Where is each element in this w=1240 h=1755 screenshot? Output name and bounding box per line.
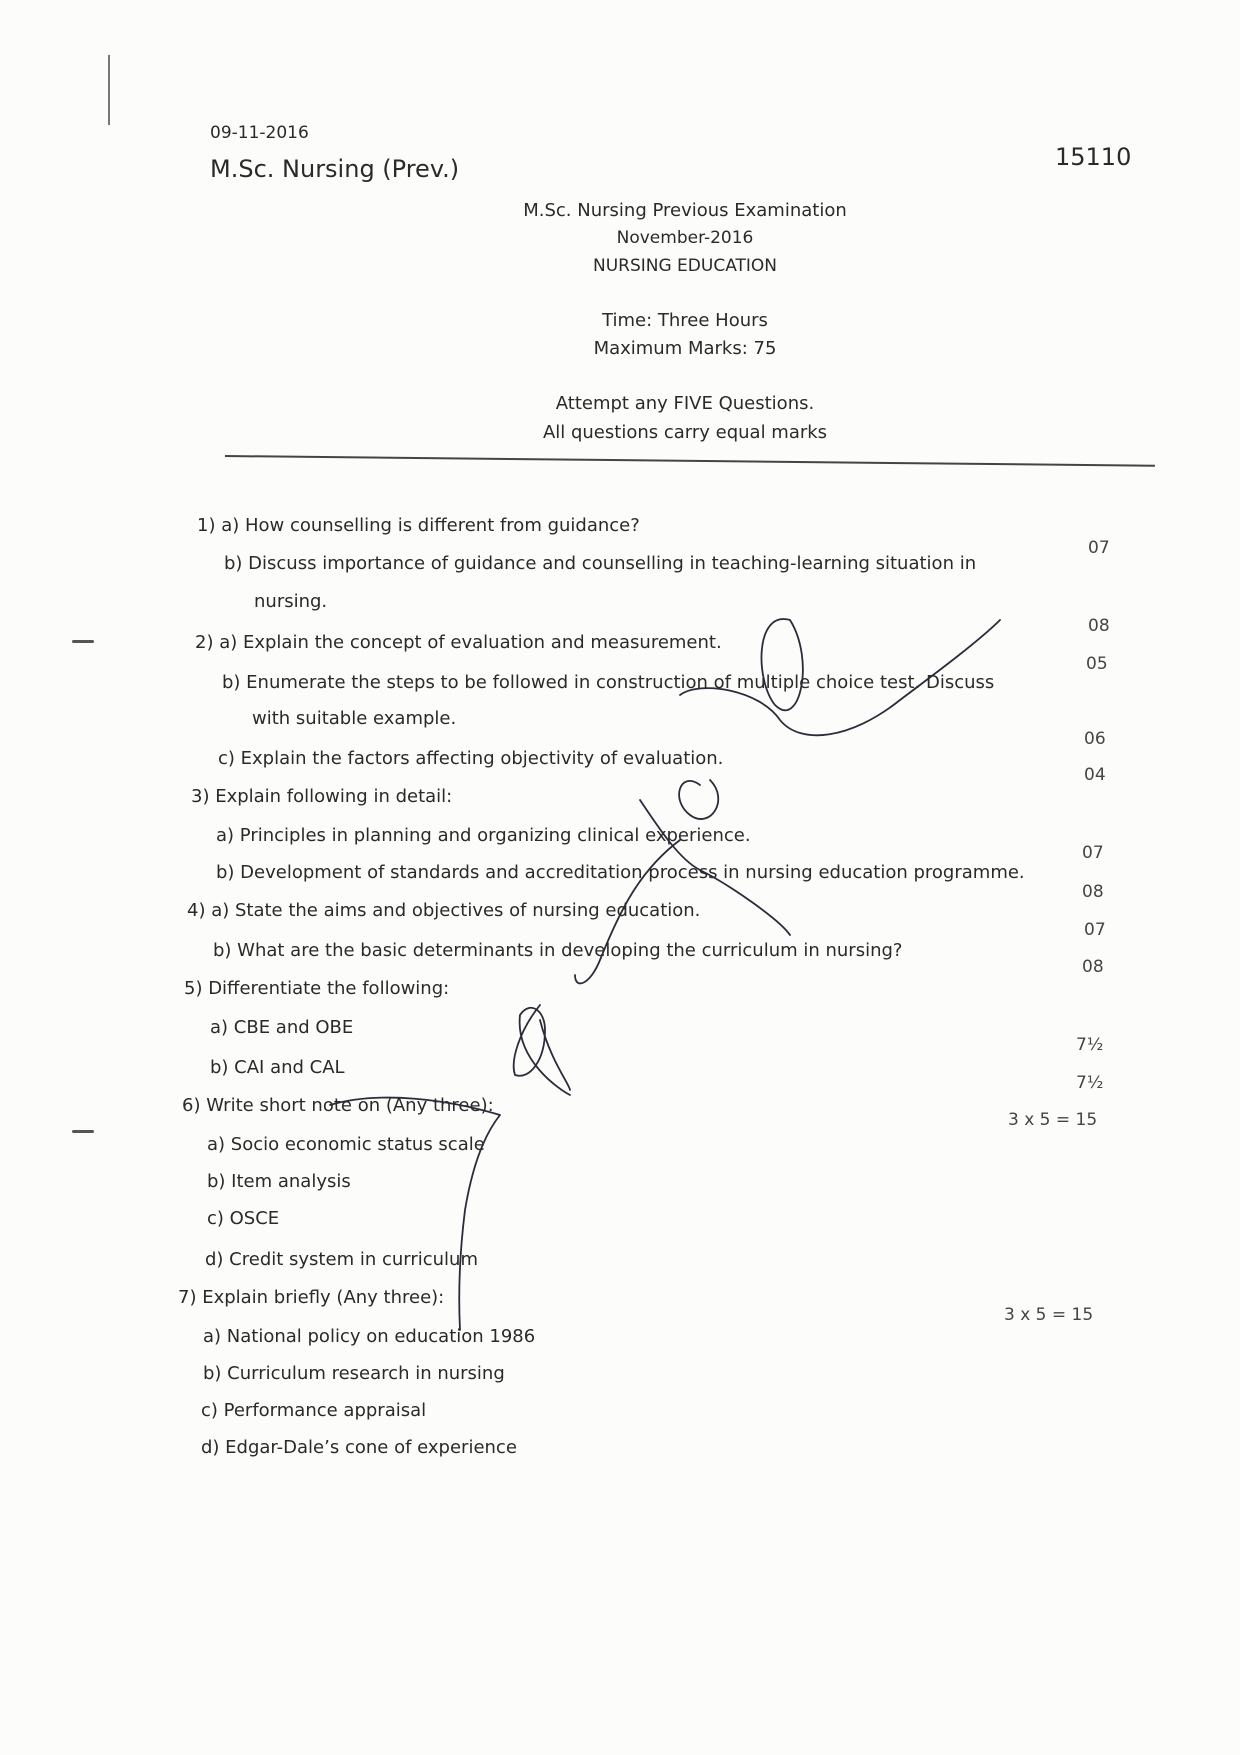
subject-title: NURSING EDUCATION: [592, 256, 778, 276]
question-7b: b) Curriculum research in nursing: [203, 1363, 505, 1384]
question-6c: c) OSCE: [207, 1208, 280, 1229]
paper-code: 15110: [1055, 143, 1132, 171]
question-6: 6) Write short note on (Any three):: [182, 1095, 494, 1116]
marks-4b: 08: [1082, 957, 1104, 977]
question-1a: 1) a) How counselling is different from guidance?: [197, 515, 640, 536]
question-7a: a) National policy on education 1986: [203, 1326, 536, 1347]
question-1b: b) Discuss importance of guidance and counselling in teaching-learning situation in: [224, 553, 977, 574]
question-3b: b) Development of standards and accreditation process in nursing education programme.: [216, 862, 1025, 883]
marks-6: 3 x 5 = 15: [1008, 1110, 1098, 1130]
question-2b-cont: with suitable example.: [252, 708, 457, 729]
question-5b: b) CAI and CAL: [210, 1057, 345, 1078]
question-5a: a) CBE and OBE: [210, 1017, 354, 1038]
exam-date: 09-11-2016: [210, 123, 309, 143]
question-5: 5) Differentiate the following:: [184, 978, 450, 999]
signature-stroke: [679, 780, 718, 819]
signature-stroke: [575, 840, 680, 983]
question-7c: c) Performance appraisal: [201, 1400, 427, 1421]
question-4a: 4) a) State the aims and objectives of nursing education.: [187, 900, 701, 921]
question-6a: a) Socio economic status scale: [207, 1134, 485, 1155]
question-4b: b) What are the basic determinants in developing the curriculum in nursing?: [213, 940, 903, 961]
question-7: 7) Explain briefly (Any three):: [178, 1287, 445, 1308]
marks-5a: 7½: [1076, 1035, 1104, 1055]
question-3a: a) Principles in planning and organizing clinical experience.: [216, 825, 751, 846]
question-6b: b) Item analysis: [207, 1171, 351, 1192]
question-1b-cont: nursing.: [254, 591, 328, 612]
question-7d: d) Edgar-Dale’s cone of experience: [201, 1437, 517, 1458]
marks-2b: 06: [1084, 729, 1106, 749]
exam-session: November-2016: [616, 228, 754, 248]
exam-duration: Time: Three Hours: [602, 310, 768, 331]
signature-stroke: [761, 619, 802, 710]
marks-3b: 08: [1082, 882, 1104, 902]
marks-1a: 07: [1088, 538, 1110, 558]
course-title: M.Sc. Nursing (Prev.): [210, 155, 460, 183]
question-6d: d) Credit system in curriculum: [205, 1249, 478, 1270]
signature-stroke: [680, 620, 1000, 735]
marks-1b: 08: [1088, 616, 1110, 636]
marks-3a: 07: [1082, 843, 1104, 863]
signature-stroke: [330, 1098, 500, 1330]
marks-2a: 05: [1086, 654, 1108, 674]
question-2a: 2) a) Explain the concept of evaluation and measurement.: [195, 632, 722, 653]
signature-stroke: [514, 1005, 570, 1095]
maximum-marks: Maximum Marks: 75: [593, 338, 777, 359]
marks-4a: 07: [1084, 920, 1106, 940]
question-3: 3) Explain following in detail:: [191, 786, 453, 807]
instruction-attempt: Attempt any FIVE Questions.: [555, 393, 815, 414]
signature-stroke: [640, 800, 790, 935]
exam-name: M.Sc. Nursing Previous Examination: [523, 200, 847, 221]
marks-7: 3 x 5 = 15: [1004, 1305, 1094, 1325]
question-2c: c) Explain the factors affecting objectivity of evaluation.: [218, 748, 724, 769]
marks-2c: 04: [1084, 765, 1106, 785]
instruction-equal-marks: All questions carry equal marks: [542, 422, 828, 443]
question-2b: b) Enumerate the steps to be followed in construction of multiple choice test. Discuss: [222, 672, 995, 693]
marks-5b: 7½: [1076, 1073, 1104, 1093]
